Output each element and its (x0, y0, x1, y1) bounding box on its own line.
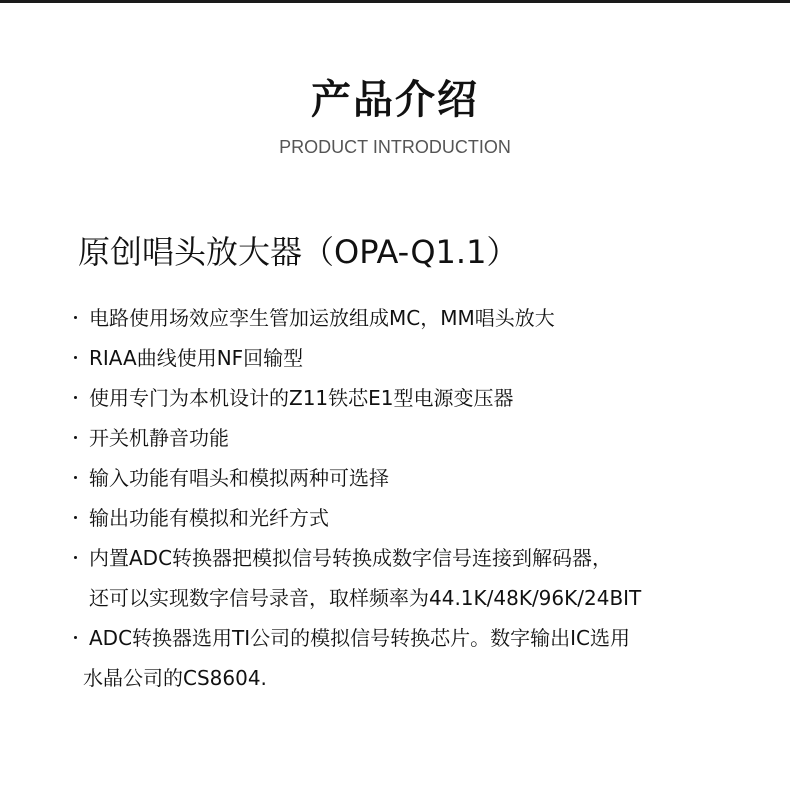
feature-text: 内置ADC转换器把模拟信号转换成数字信号连接到解码器， (89, 546, 613, 570)
feature-item (72, 298, 772, 338)
bullet-dot (74, 316, 77, 319)
feature-text-continued: 水晶公司的CS8604. (83, 666, 267, 690)
feature-text: 电路使用场效应孪生管加运放组成MC，MM唱头放大 (89, 306, 555, 330)
feature-text: RIAA曲线使用NF回输型 (89, 346, 304, 370)
bullet-dot (74, 356, 77, 359)
bullet-dot (74, 556, 77, 559)
feature-text: 输出功能有模拟和光纤方式 (89, 506, 329, 530)
bullet-dot (74, 396, 77, 399)
feature-text-continued: 还可以实现数字信号录音，取样频率为44.1K/48K/96K/24BIT (89, 586, 642, 610)
section-title: 产品介绍 (311, 77, 479, 123)
bullet-dot (74, 516, 77, 519)
section-subtitle: PRODUCT INTRODUCTION (279, 137, 511, 157)
feature-text: 开关机静音功能 (89, 426, 229, 450)
feature-item (72, 618, 772, 698)
feature-item (72, 338, 772, 378)
feature-item (72, 458, 772, 498)
bullet-dot (74, 476, 77, 479)
feature-item (72, 378, 772, 418)
bullet-dot (74, 636, 77, 639)
feature-item (72, 498, 772, 538)
product-title: 原创唱头放大器（OPA-Q1.1） (78, 233, 519, 271)
feature-text: 使用专门为本机设计的Z11铁芯E1型电源变压器 (89, 386, 514, 410)
feature-list (72, 298, 772, 698)
feature-text: 输入功能有唱头和模拟两种可选择 (89, 466, 389, 490)
feature-text: ADC转换器选用TI公司的模拟信号转换芯片。数字输出IC选用 (89, 626, 631, 650)
feature-item (72, 538, 772, 618)
feature-item (72, 418, 772, 458)
top-divider (0, 0, 790, 3)
bullet-dot (74, 436, 77, 439)
